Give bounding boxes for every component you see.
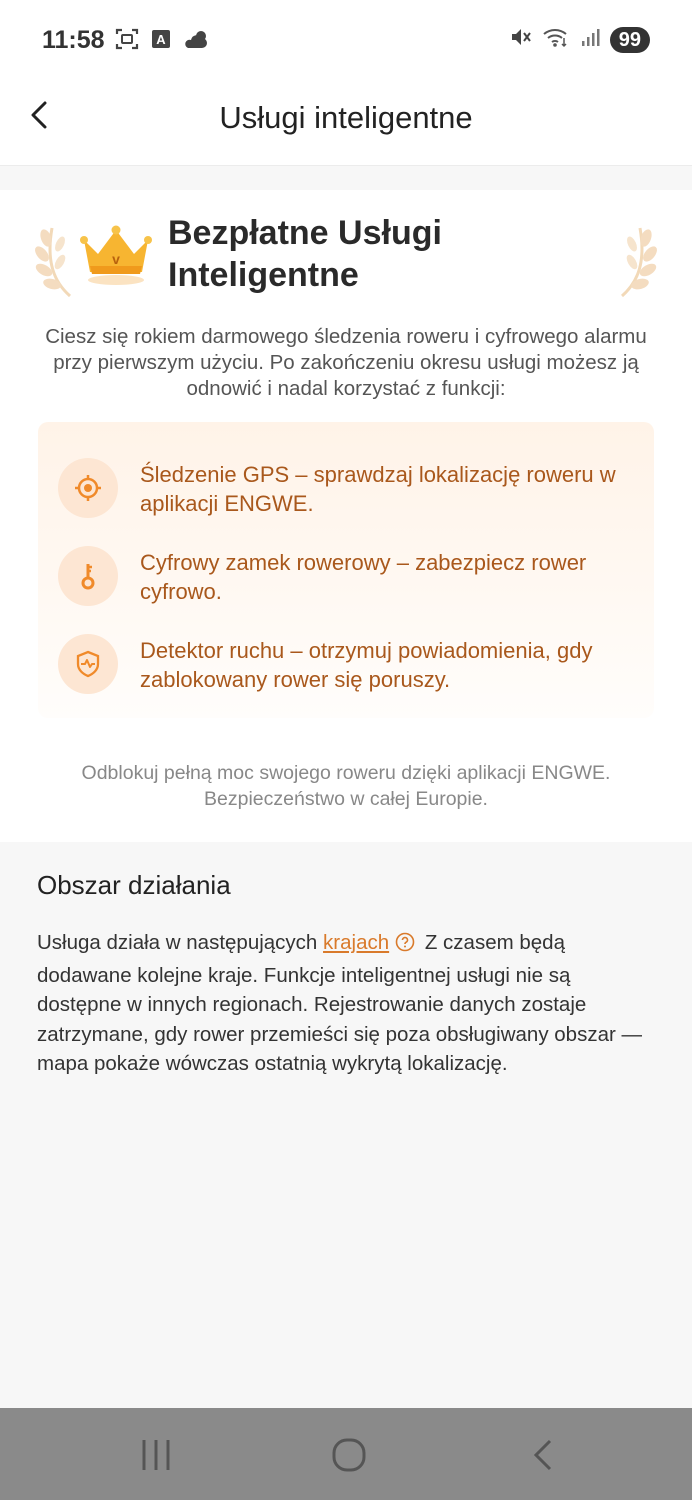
page-title: Usługi inteligentne [219,100,473,135]
mute-icon [510,26,532,53]
wifi-icon [542,26,570,53]
area-text-after: Z czasem będą dodawane kolejne kraje. Funkcje inteligentnej usługi nie są dostępne w innych regionach. Rejestrowanie danych zostaje zatrzymane, gdy rower przemieści się poza obsługiwany obszar — mapa pokaże wówczas ostatnią wykrytą lokalizację. [37,931,643,1075]
promo-card [0,190,692,842]
promo-title: Bezpłatne Usługi Inteligentne [168,214,442,294]
feature-text: Śledzenie GPS – sprawdzaj lokalizację roweru w aplikacji ENGWE. [140,462,616,516]
recents-button[interactable] [140,1438,172,1477]
area-description [37,928,657,1079]
laurel-right-icon [614,222,658,303]
crown-icon [78,224,154,291]
home-button[interactable] [331,1438,367,1477]
gps-target-icon [58,458,118,518]
features-list [38,422,654,718]
shield-pulse-icon [58,634,118,694]
system-nav-bar [0,1408,692,1500]
back-nav-icon [530,1438,556,1472]
signal-icon [580,27,600,52]
battery-indicator: 99 [610,27,650,53]
help-circle-icon[interactable] [395,931,415,961]
area-title: Obszar działania [37,870,231,900]
svg-text:v: v [112,251,120,267]
feature-text: Detektor ruchu – otrzymuj powiadomienia, gdy zablokowany rower się poruszy. [140,638,593,692]
laurel-left-icon [34,222,78,303]
status-time: 11:58 [42,26,105,54]
promo-description: Ciesz się rokiem darmowego śledzenia roweru i cyfrowego alarmu przy pierwszym użyciu. Po zakończeniu okresu usługi możesz ją odnowić i nadal korzystać z funkcji: [45,325,647,400]
promo-footer: Odblokuj pełną moc swojego roweru dzięki aplikacji ENGWE. Bezpieczeństwo w całej Europie. [81,762,611,810]
back-nav-button[interactable] [530,1438,556,1477]
a-icon [151,29,171,54]
svg-text:A: A [156,32,166,47]
weather-icon [183,28,211,55]
recents-icon [140,1438,172,1472]
app-header [0,82,692,166]
area-text-before: Usługa działa w następujących [37,931,324,954]
feature-text: Cyfrowy zamek rowerowy – zabezpiecz rower cyfrowo. [140,550,587,604]
home-icon [331,1438,367,1472]
key-icon [58,546,118,606]
countries-link[interactable]: krajach [323,931,390,954]
status-bar [0,0,692,82]
screenshot-icon [115,28,139,55]
